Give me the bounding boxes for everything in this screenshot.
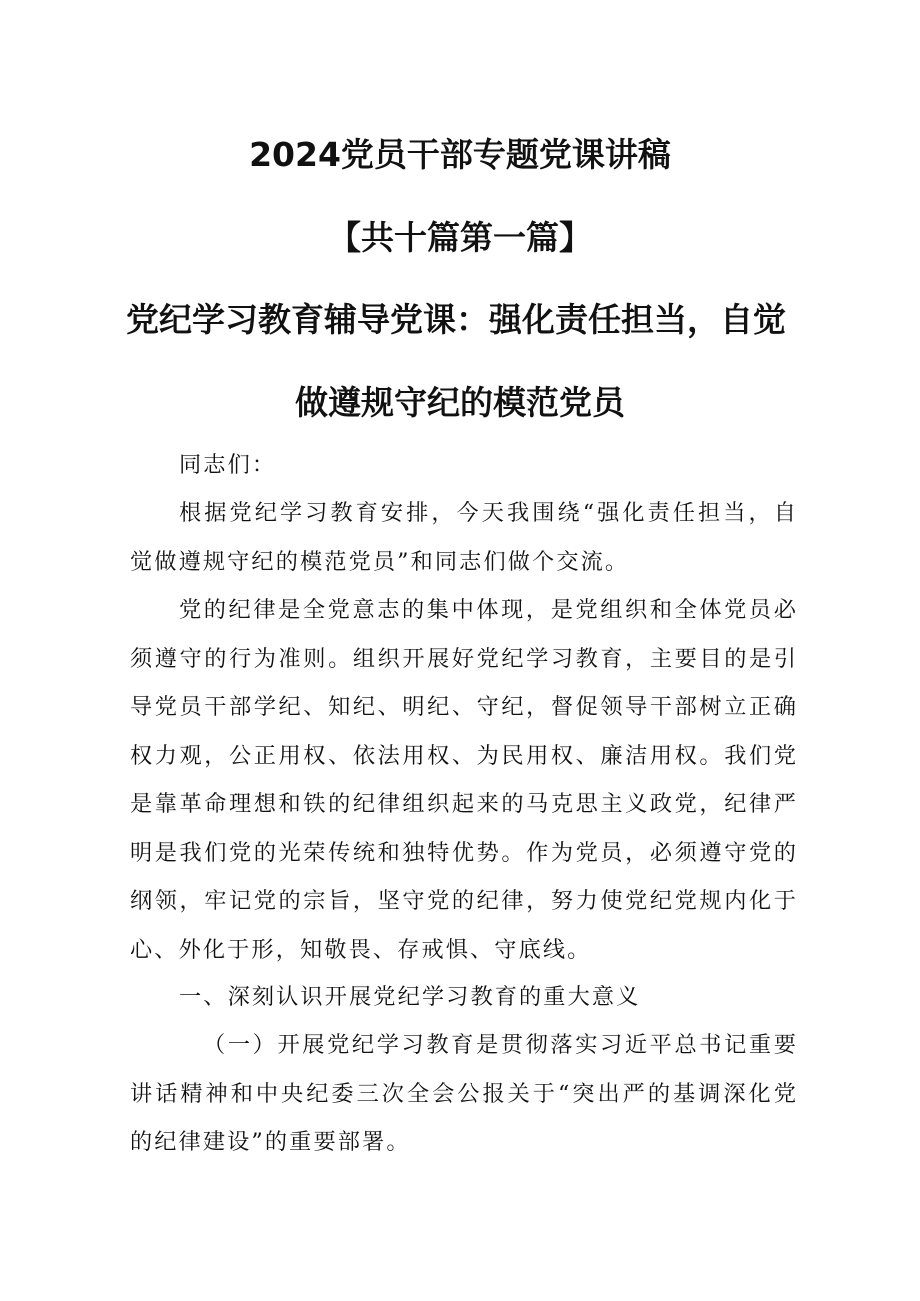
lesson-title-line-2: 做遵规守纪的模范党员 (295, 383, 625, 422)
lesson-title-line-1: 党纪学习教育辅导党课：强化责任担当，自觉 (126, 300, 786, 339)
document-subtitle: 【共十篇第一篇】 (328, 218, 592, 257)
greeting-text: 同志们： (179, 452, 277, 478)
subsection-paragraph: （一）开展党纪学习教育是贯彻落实习近平总书记重要讲话精神和中央纪委三次全会公报关于“突出严的基调深化党的纪律建设”的重要部署。 (130, 1032, 798, 1155)
greeting-paragraph (130, 441, 798, 490)
document-title: 2024党员干部专题党课讲稿 (249, 135, 671, 174)
section-heading: 一、深刻认识开展党纪学习教育的重大意义 (179, 984, 641, 1010)
intro-paragraph: 根据党纪学习教育安排，今天我围绕“强化责任担当，自觉做遵规守纪的模范党员”和同志们做个交流。 (130, 500, 798, 575)
main-paragraph: 党的纪律是全党意志的集中体现，是党组织和全体党员必须遵守的行为准则。组织开展好党纪学习教育，主要目的是引导党员干部学纪、知纪、明纪、守纪，督促领导干部树立正确权力观，公正用权、依法用权、为民用权、廉洁用权。我们党是靠革命理想和铁的纪律组织起来的马克思主义政党，纪律严明是我们党的光荣传统和独特优势。作为党员，必须遵守党的纲领，牢记党的宗旨，坚守党的纪律，努力使党纪党规内化于心、外化于形，知敬畏、存戒惧、守底线。 (130, 597, 798, 963)
